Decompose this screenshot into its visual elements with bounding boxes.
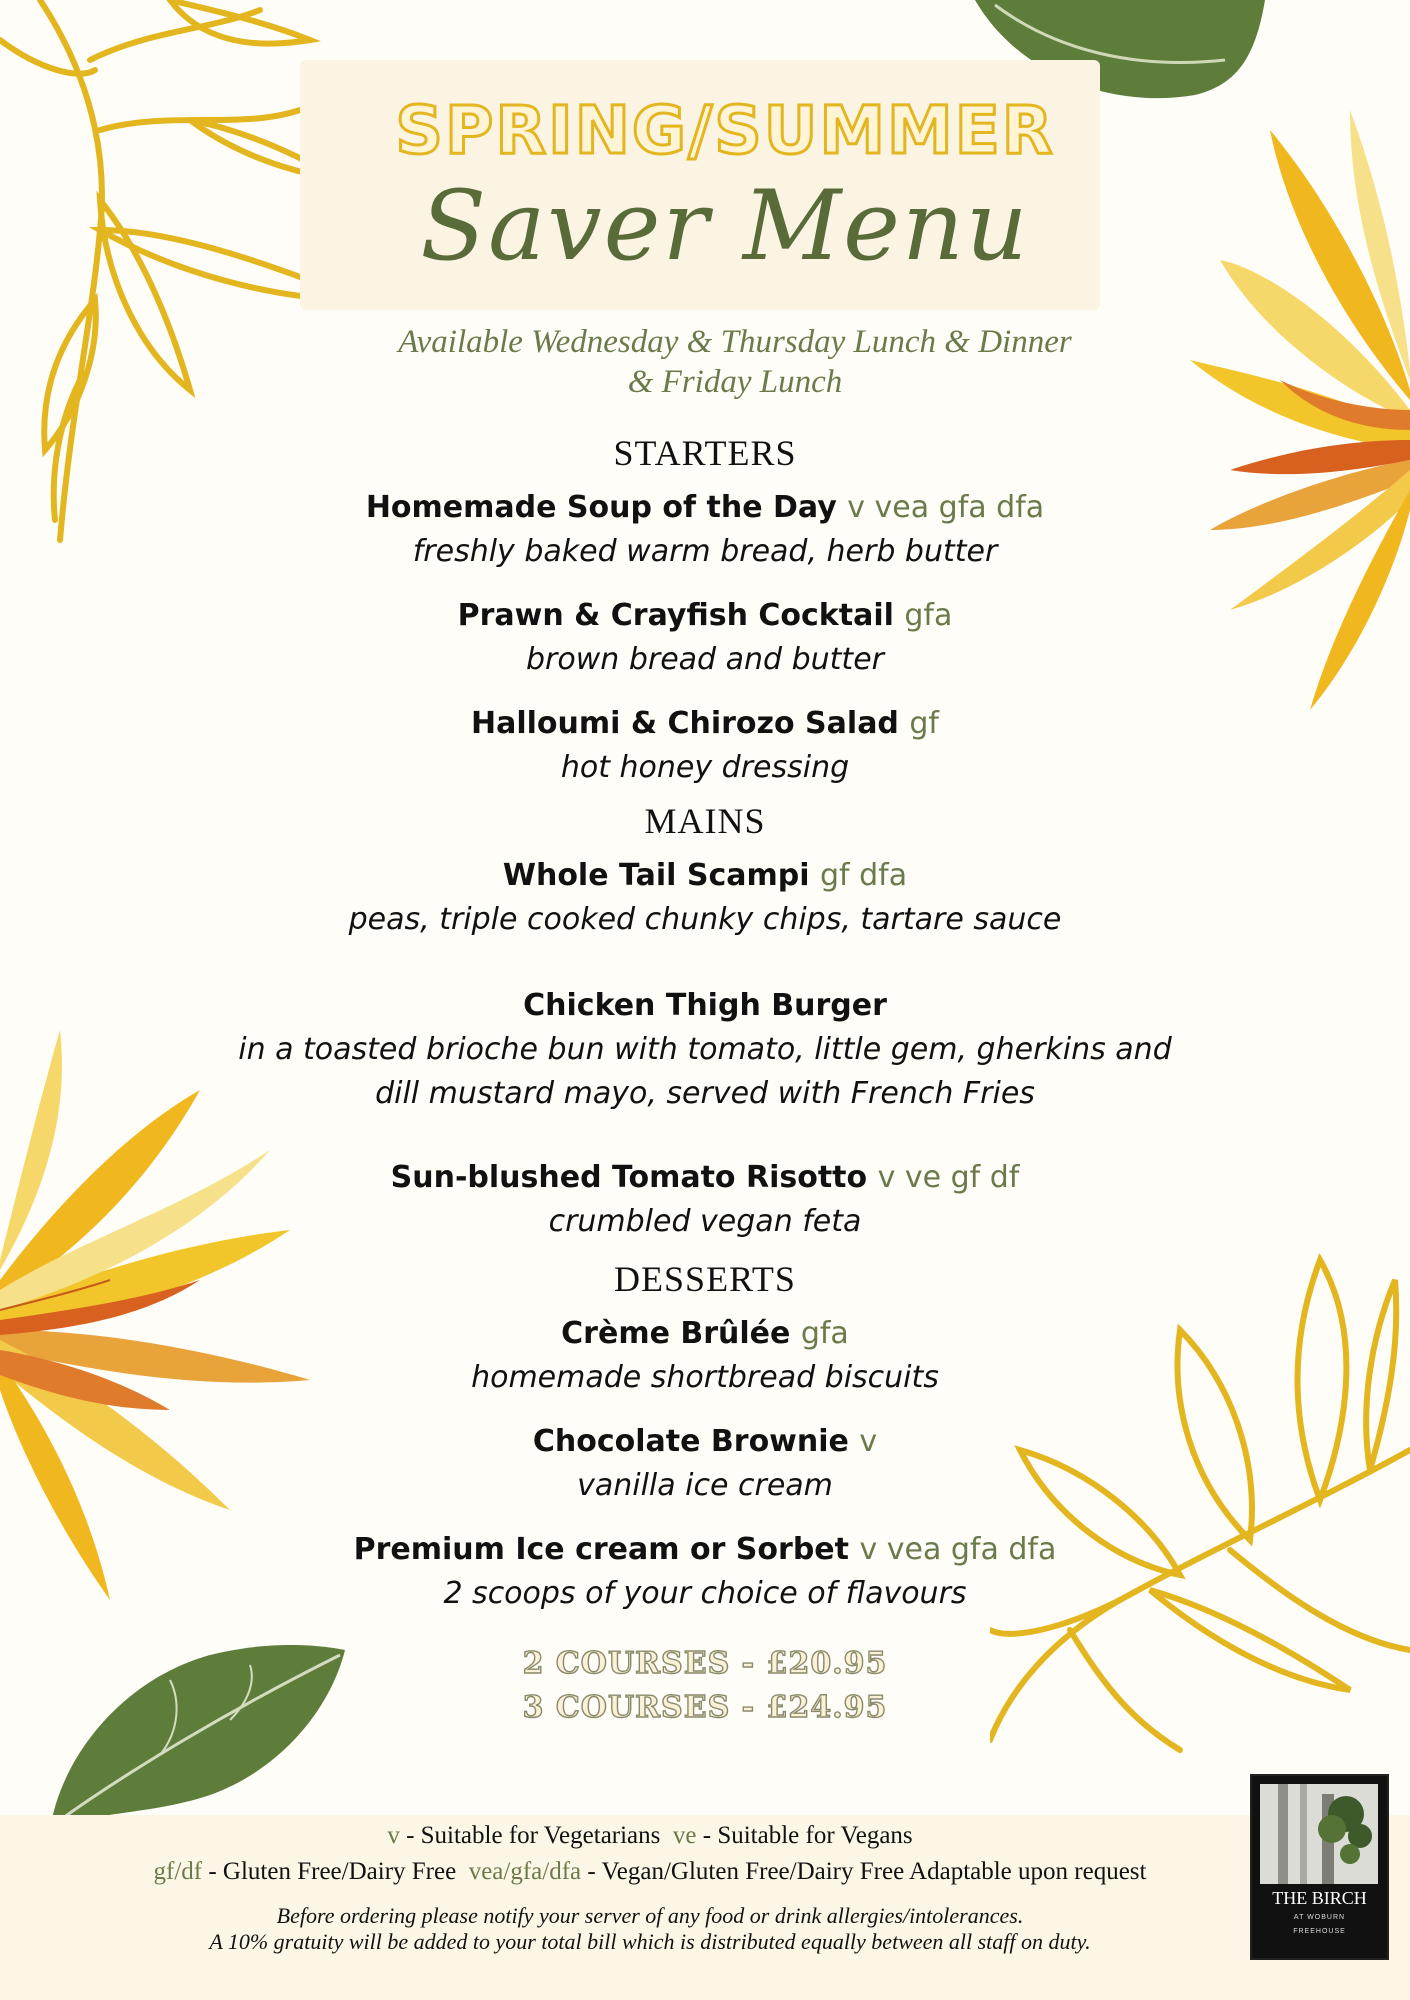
dish-item [0,854,1410,942]
dish-item [0,984,1410,1116]
dish-description: brown bread and butter [526,642,884,677]
birch-tree-icon [1260,1784,1378,1884]
legend-text: - Gluten Free/Dairy Free [208,1858,457,1885]
dish-description: crumbled vegan feta [548,1204,862,1239]
menu-title: SPRING/SUMMER [395,92,1055,169]
dish-name: Homemade Soup of the Day [365,490,837,525]
dish-item [0,1420,1410,1508]
legend-text: - Suitable for Vegans [702,1822,913,1849]
menu-subtitle: Saver Menu [420,170,1030,282]
dish-name: Whole Tail Scampi [502,858,810,893]
dish-item [0,486,1410,574]
legend-key: ve [672,1822,697,1849]
dish-item [0,1528,1410,1616]
dish-item [0,594,1410,682]
dish-name: Prawn & Crayfish Cocktail [457,598,894,633]
allergy-notice: Before ordering please notify your server of any food or drink allergies/intolerances. [276,1903,1024,1928]
dietary-tags: gf dfa [819,858,908,893]
dish-name: Premium Ice cream or Sorbet [353,1532,849,1567]
dietary-legend [0,1818,1300,1890]
the-birch-logo [1250,1774,1389,1960]
dietary-tags: v vea gfa dfa [847,490,1045,525]
dish-description: vanilla ice cream [577,1468,833,1503]
logo-location: AT WOBURN [1293,1914,1346,1921]
dietary-tags: gf [909,706,939,741]
legend-key: vea/gfa/dfa [468,1858,582,1885]
dietary-tags: gfa [800,1316,849,1351]
dietary-tags: v vea gfa dfa [859,1532,1057,1567]
section-heading-desserts: DESSERTS [614,1259,796,1299]
availability-line-2: & Friday Lunch [627,364,843,400]
dish-item [0,1312,1410,1400]
dish-name: Sun-blushed Tomato Risotto [390,1160,868,1195]
dietary-tags: gfa [904,598,953,633]
dietary-tags: v ve gf df [877,1160,1020,1195]
legend-text: - Vegan/Gluten Free/Dairy Free Adaptable upon request [587,1858,1147,1885]
dish-description: dill mustard mayo, served with French Fries [375,1076,1035,1111]
dish-description: homemade shortbread biscuits [471,1360,939,1395]
dish-item [0,1156,1410,1244]
dish-name: Chicken Thigh Burger [523,988,887,1023]
price-two-courses: 2 COURSES - £20.95 [522,1646,888,1681]
dish-description: freshly baked warm bread, herb butter [412,534,998,569]
dish-description: in a toasted brioche bun with tomato, little gem, gherkins and [238,1032,1172,1067]
gratuity-notice: A 10% gratuity will be added to your total bill which is distributed equally between all staff on duty. [209,1929,1091,1954]
dietary-tags: v [859,1424,878,1459]
dish-name: Halloumi & Chirozo Salad [471,706,899,741]
legend-key: v [387,1822,400,1849]
section-heading-starters: STARTERS [613,433,797,473]
availability-note [0,322,1410,402]
dish-description: peas, triple cooked chunky chips, tartare sauce [348,902,1062,937]
section-heading-mains: MAINS [644,801,766,841]
dish-description: hot honey dressing [560,750,850,785]
dish-description: 2 scoops of your choice of flavours [443,1576,967,1611]
menu-content [0,430,1410,1730]
logo-freehouse: FREEHOUSE [1293,1928,1346,1935]
dish-name: Crème Brûlée [561,1316,791,1351]
allergy-gratuity-notice [0,1903,1300,1955]
dish-name: Chocolate Brownie [532,1424,849,1459]
availability-line-1: Available Wednesday & Thursday Lunch & Dinner [398,324,1072,360]
logo-name: THE BIRCH [1272,1888,1367,1908]
legend-key: gf/df [153,1858,203,1885]
legend-text: - Suitable for Vegetarians [406,1822,661,1849]
price-three-courses: 3 COURSES - £24.95 [522,1690,888,1725]
dish-item [0,702,1410,790]
